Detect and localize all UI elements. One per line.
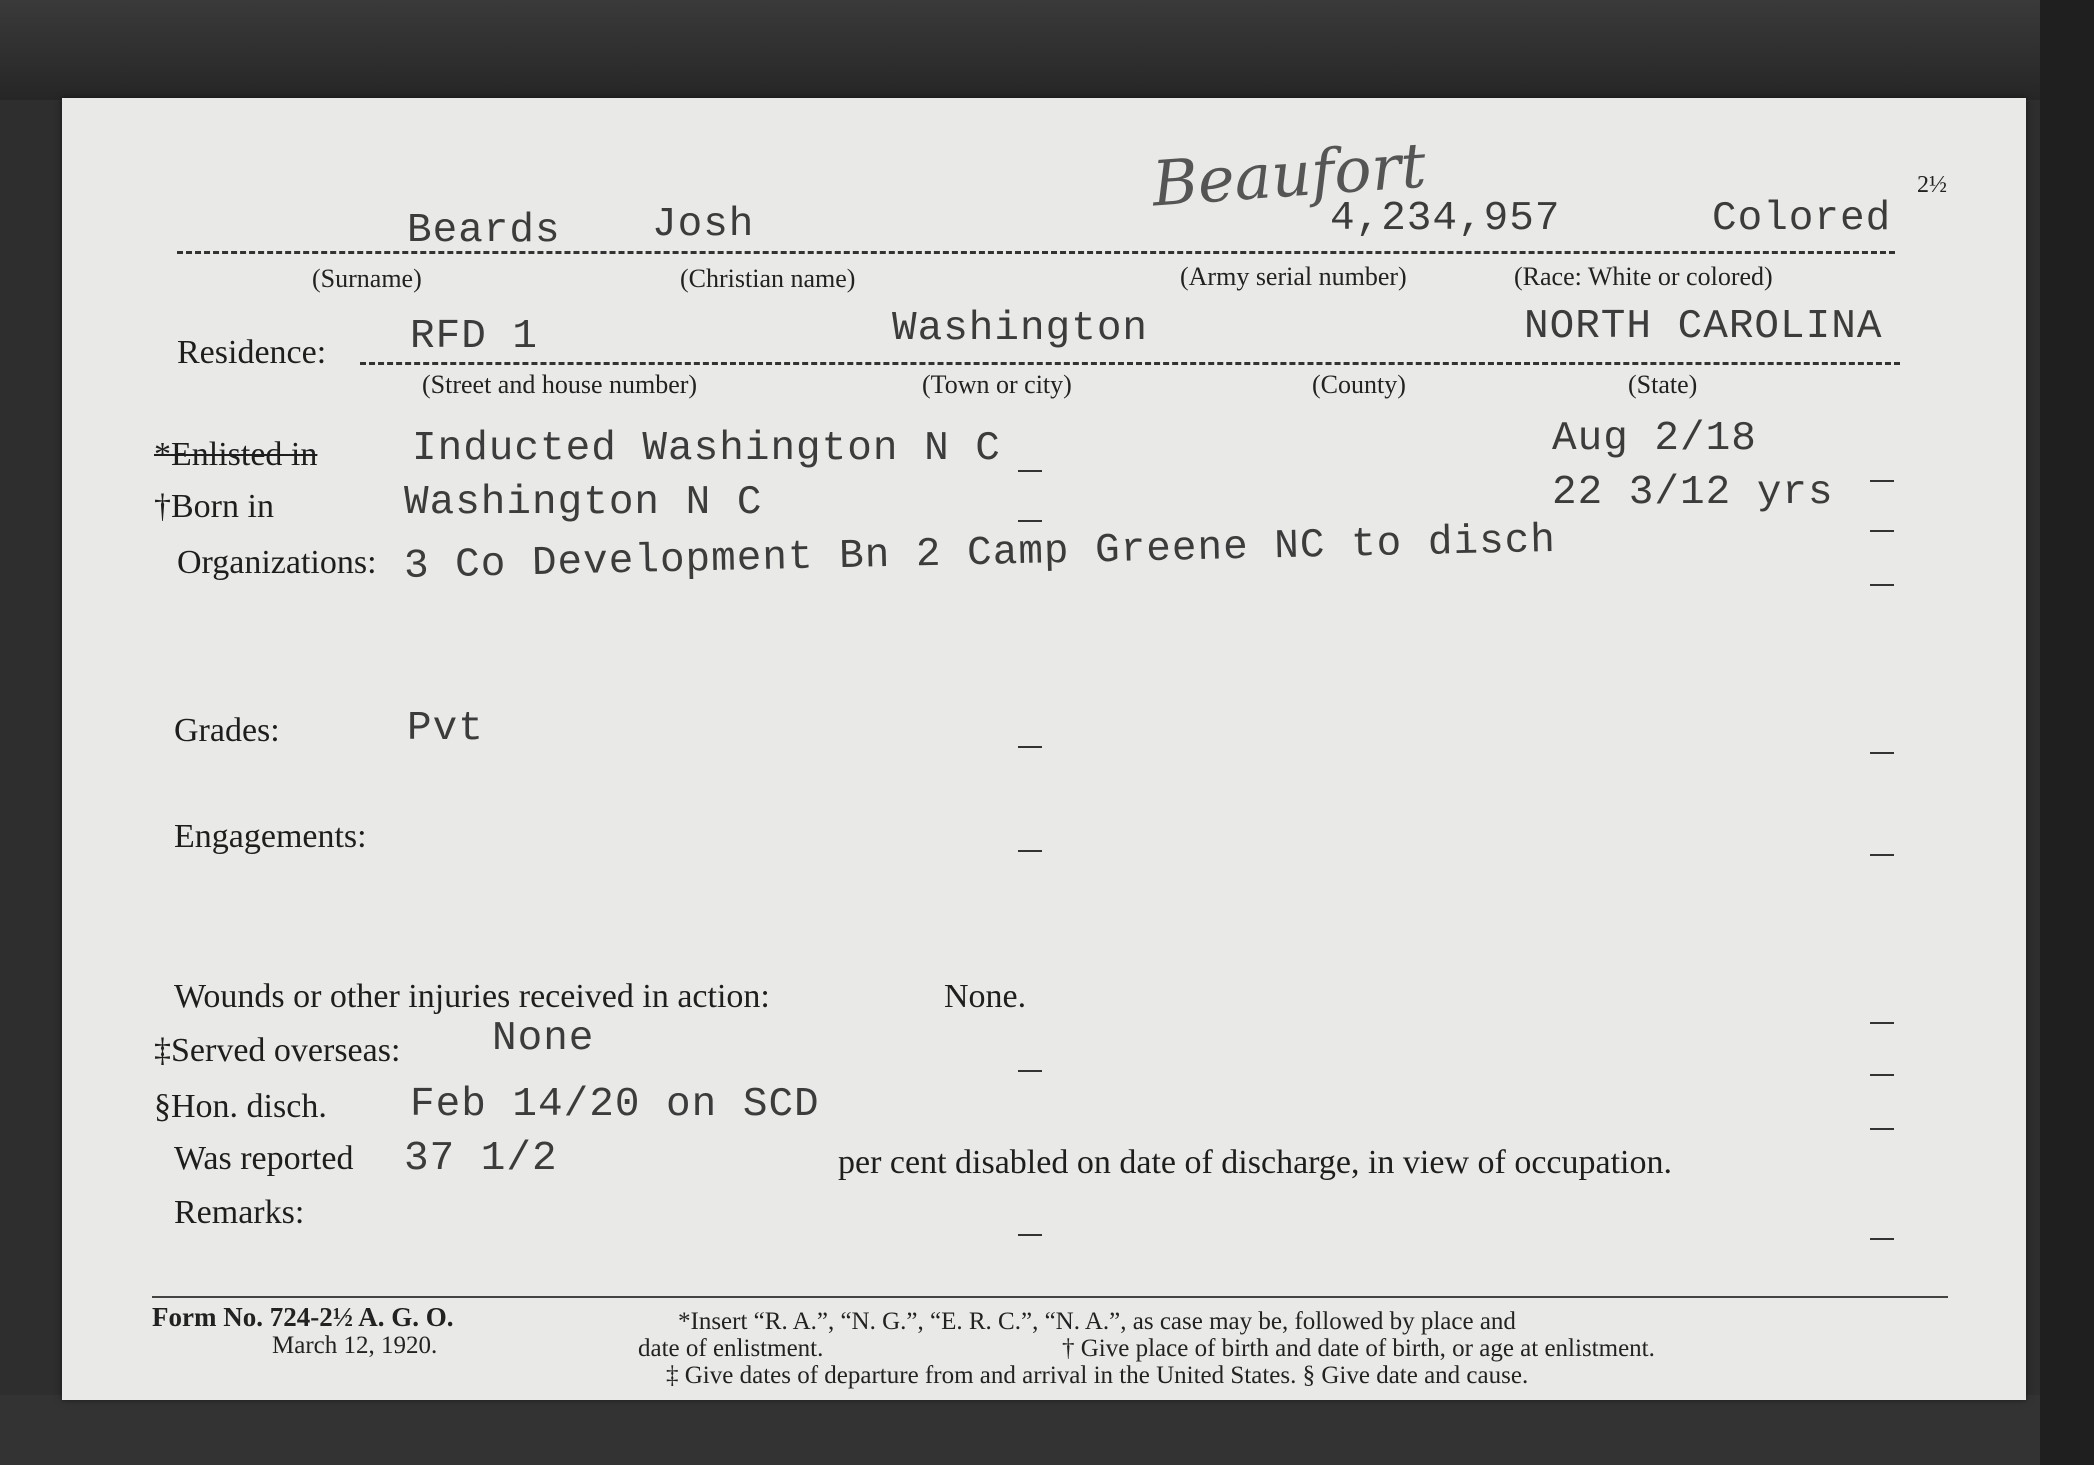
residence-label: Residence: (177, 334, 327, 371)
town-label: (Town or city) (922, 370, 1072, 399)
wounds-value: None. (944, 978, 1027, 1015)
reported-suffix: per cent disabled on date of discharge, in view of occupation. (838, 1144, 1672, 1181)
grades-value: Pvt (407, 706, 484, 752)
street-label: (Street and house number) (422, 370, 698, 399)
form-date: March 12, 1920. (272, 1332, 438, 1359)
background-bottom (0, 1395, 2094, 1465)
christian-name-label: (Christian name) (680, 264, 856, 293)
form-number: Form No. 724-2½ A. G. O. (152, 1302, 454, 1332)
tick-mark (1018, 520, 1042, 522)
footnote-line-2b: † Give place of birth and date of birth, or age at enlistment. (1062, 1335, 1655, 1362)
reported-value: 37 1/2 (404, 1136, 558, 1182)
remarks-label: Remarks: (174, 1194, 305, 1231)
surname-value: Beards (407, 208, 561, 254)
organizations-value: 3 Co Development Bn 2 Camp Greene NC to disch (403, 517, 1557, 590)
reported-label: Was reported (174, 1140, 354, 1177)
handwritten-county: Beaufort (1149, 128, 1429, 221)
overseas-label: ‡Served overseas: (154, 1032, 401, 1069)
tick-mark (1018, 746, 1042, 748)
tick-mark (1870, 752, 1894, 754)
race-value: Colored (1712, 196, 1892, 242)
tick-mark (1870, 584, 1894, 586)
footnote-line-1: *Insert “R. A.”, “N. G.”, “E. R. C.”, “N. A.”, as case may be, followed by place and (678, 1308, 1516, 1335)
tick-mark (1870, 480, 1894, 482)
born-value: Washington N C (404, 480, 763, 526)
background-right (2040, 0, 2094, 1465)
enlisted-date: Aug 2/18 (1552, 416, 1757, 462)
born-age: 22 3/12 yrs (1552, 470, 1834, 516)
grades-label: Grades: (174, 712, 280, 749)
race-label: (Race: White or colored) (1514, 262, 1773, 291)
race-fraction: 2½ (1917, 172, 1947, 198)
wounds-label: Wounds or other injuries received in action: (174, 978, 770, 1015)
serial-number-value: 4,234,957 (1330, 196, 1561, 242)
tick-mark (1870, 1074, 1894, 1076)
tick-mark (1018, 470, 1042, 472)
residence-rule (360, 362, 1900, 365)
tick-mark (1870, 1128, 1894, 1130)
background-top (0, 0, 2094, 100)
footer-rule (152, 1296, 1948, 1298)
record-card (62, 98, 2026, 1400)
discharge-value: Feb 14/20 on SCD (410, 1082, 820, 1128)
overseas-value: None (492, 1016, 595, 1062)
state-label: (State) (1628, 370, 1698, 399)
residence-town-value: Washington (892, 306, 1149, 352)
tick-mark (1870, 1238, 1894, 1240)
tick-mark (1870, 1022, 1894, 1024)
christian-name-value: Josh (652, 202, 755, 248)
discharge-label: §Hon. disch. (154, 1088, 327, 1125)
surname-label: (Surname) (312, 264, 422, 293)
tick-mark (1018, 1234, 1042, 1236)
tick-mark (1018, 1070, 1042, 1072)
tick-mark (1018, 850, 1042, 852)
enlisted-value: Inducted Washington N C (412, 426, 1001, 472)
residence-state-value: NORTH CAROLINA (1524, 304, 1883, 350)
born-label: †Born in (154, 488, 274, 525)
tick-mark (1870, 854, 1894, 856)
enlisted-label: *Enlisted in (154, 436, 318, 473)
serial-number-label: (Army serial number) (1180, 262, 1407, 291)
footnote-line-2a: date of enlistment. (638, 1335, 824, 1362)
county-label: (County) (1312, 370, 1406, 399)
engagements-label: Engagements: (174, 818, 367, 855)
footnote-line-3: ‡ Give dates of departure from and arrival in the United States. § Give date and cause. (666, 1362, 1529, 1389)
header-rule (177, 251, 1895, 254)
residence-street-value: RFD 1 (410, 314, 539, 360)
tick-mark (1870, 530, 1894, 532)
organizations-label: Organizations: (177, 544, 377, 581)
